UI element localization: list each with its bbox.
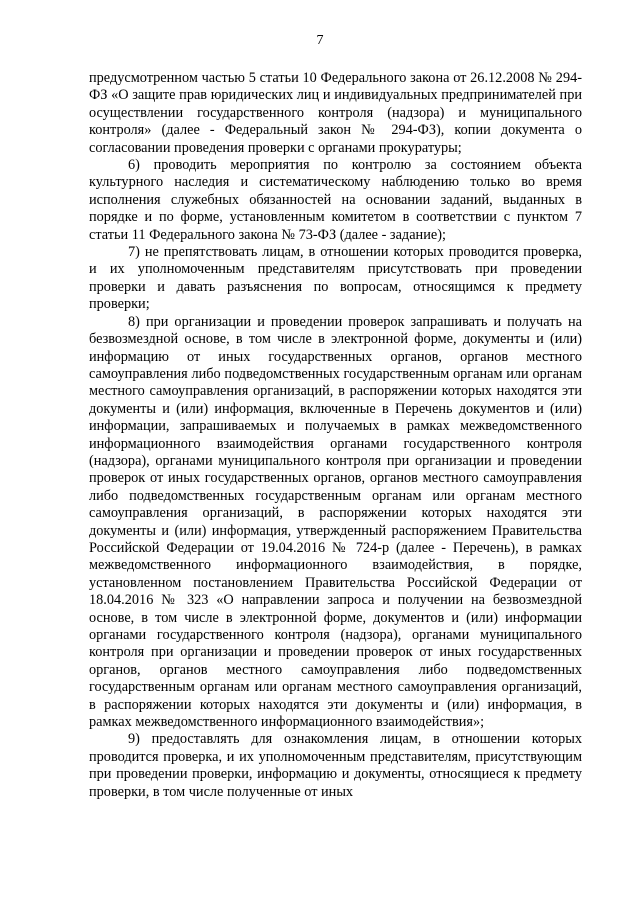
document-body (89, 70, 582, 801)
paragraph-item-9: 9) предоставлять для ознакомления лицам, в отношении которых проводится проверка, и их уполномоченным представителям, присутствующим при проведении проверки, информацию и документы, относящиеся к предмету проверки, в том числе полученные от иных (89, 731, 582, 800)
paragraph-continuation: предусмотренном частью 5 статьи 10 Федерального закона от 26.12.2008 № 294-ФЗ «О защите прав юридических лиц и индивидуальных предпринимателей при осуществлении государственного контроля (надзора) и муниципального контроля» (далее - Федеральный закон № 294-ФЗ), копии документа о согласовании проведения проверки с органами прокуратуры; (89, 70, 582, 156)
paragraph-item-7: 7) не препятствовать лицам, в отношении которых проводится проверка, и их уполномоченным представителям присутствовать при проведении проверки и давать разъяснения по вопросам, относящимся к предмету проверки; (89, 244, 582, 313)
paragraph-item-6: 6) проводить мероприятия по контролю за состоянием объекта культурного наследия и систематическому наблюдению только во время исполнения служебных обязанностей на основании заданий, выданных в порядке и по форме, установленным комитетом в соответствии с пунктом 7 статьи 11 Федерального закона № 73-ФЗ (далее - задание); (89, 157, 582, 243)
paragraph-item-8: 8) при организации и проведении проверок запрашивать и получать на безвозмездной основе, в том числе в электронной форме, документы и (или) информацию от иных государственных органов, органов местного самоуправления либо подведомственных государственным органам или органам местного самоуправления организаций, в распоряжении которых находятся эти документы и (или) информация, включенные в Перечень документов и (или) информации, запрашиваемых и получаемых в рамках межведомственного информационного взаимодействия органами государственного контроля (надзора), органами муниципального контроля при организации и проведении проверок от иных государственных органов, органов местного самоуправления либо подведомственных государственным органам или органам местного самоуправления организаций, в распоряжении которых находятся эти документы и (или) информация, утвержденный распоряжением Правительства Российской Федерации от 19.04.2016 № 724-р (далее - Перечень), в рамках межведомственного информационного взаимодействия, в порядке, установленном постановлением Правительства Российской Федерации от 18.04.2016 № 323 «О направлении запроса и получении на безвозмездной основе, в том числе в электронной форме, документов и (или) информации органами государственного контроля (надзора), органами муниципального контроля при организации и проведении проверок от иных государственных органов, органов местного самоуправления либо подведомственных государственным органам или органам местного самоуправления организаций, в распоряжении которых находятся эти документы и (или) информация, в рамках межведомственного информационного взаимодействия»; (89, 313, 582, 731)
page-number: 7 (316, 33, 324, 48)
